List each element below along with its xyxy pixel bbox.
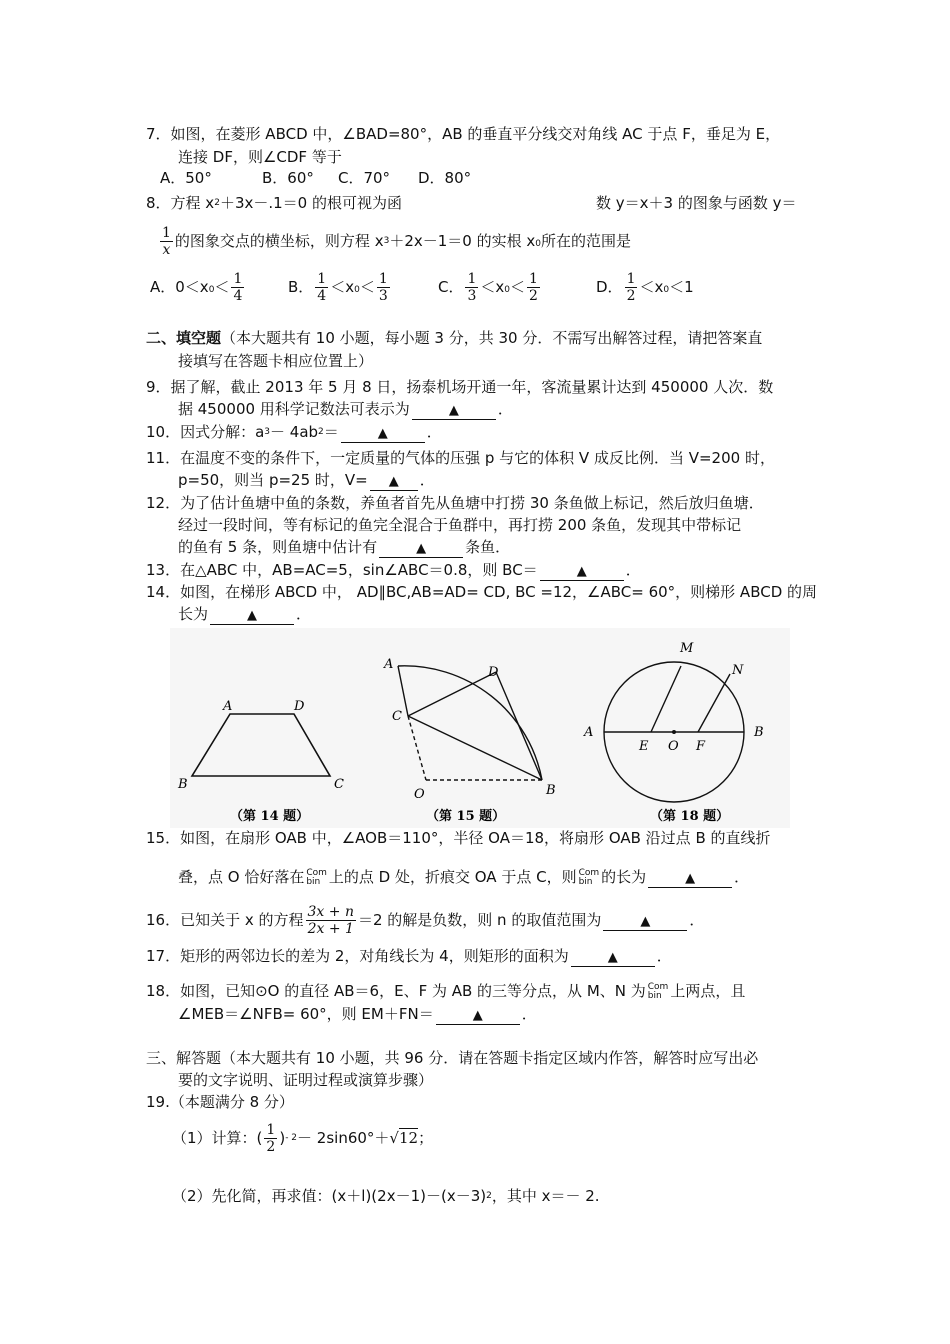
q15-line1: 15．如图，在扇形 OAB 中，∠AOB＝110°，半径 OA＝18，将扇形 OAB 沿过点 B 的直线折 — [146, 829, 771, 847]
answer-blank[interactable]: ▲ — [370, 472, 418, 491]
q9-line2: 据 450000 用科学记数法可表示为 ▲ ． — [178, 400, 513, 418]
q8-line1-right: 数 y＝x＋3 的图象与函数 y＝ — [596, 194, 797, 212]
fig14-label-b: B — [178, 777, 188, 792]
q8-line2: $\frac{1}{x}$ 的图象交点的横坐标，则方程 $x^3+2x-1=0$ 的实根 x0所在的范围是 — [162, 225, 631, 258]
answer-blank[interactable]: ▲ — [603, 912, 687, 931]
q8-option-c: C． $\frac{1}{3}$ ＜x0＜ $\frac{1}{2}$ — [438, 271, 538, 304]
answer-blank[interactable]: ▲ — [412, 401, 496, 420]
section2-heading: 二、填空题（本大题共有 10 小题，每小题 3 分，共 30 分．不需写出解答过程，请把答案直 — [146, 329, 763, 347]
q8-frac-1-x: $\frac{1}{x}$ — [162, 225, 171, 258]
fig18-label-b: B — [754, 725, 764, 740]
q8-line1: 8．方程 $x^2+3x-.1=0$ 的根可视为函 — [146, 194, 402, 212]
arc-glyph: Com bin — [306, 867, 327, 887]
answer-blank[interactable]: ▲ — [341, 424, 425, 443]
section3-line2: 要的文字说明、证明过程或演算步骤） — [178, 1071, 434, 1089]
q7-option-c: C．70° — [338, 169, 391, 187]
answer-blank[interactable]: ▲ — [648, 869, 732, 888]
arc-glyph: Com bin — [647, 981, 669, 1001]
q12-line2: 经过一段时间，等有标记的鱼完全混合于鱼群中，再打捞 200 条鱼，发现其中带标记 — [178, 516, 742, 534]
q11-line1: 11．在温度不变的条件下，一定质量的气体的压强 p 与它的体积 V 成反比例．当 V=200 时， — [146, 449, 775, 467]
fig14-caption: （第 14 题） — [230, 809, 310, 824]
q10: 10．因式分解：$a^3- 4ab^2=$ ▲ ． — [146, 423, 442, 441]
q16: 16．已知关于 x 的方程 $\frac{3x + n}{2x + 1}$ ＝2 的解是负数，则 n 的取值范围为 ▲ ． — [146, 904, 705, 937]
q14-line2: 长为 ▲ ． — [178, 605, 312, 623]
section3-line1: 三、解答题（本大题共有 10 小题，共 96 分．请在答题卡指定区域内作答，解答时应写出必 — [146, 1049, 759, 1067]
answer-blank[interactable]: ▲ — [571, 948, 655, 967]
q17: 17．矩形的两邻边长的差为 2，对角线长为 4，则矩形的面积为 ▲ ． — [146, 947, 672, 965]
q7-line1: 7．如图，在菱形 ABCD 中，∠BAD=80°，AB 的垂直平分线交对角线 AC 于点 F，垂足为 E， — [146, 125, 781, 143]
fig18-label-f: F — [696, 739, 706, 754]
fig18-label-e: E — [639, 739, 649, 754]
q7-option-a: A．50° — [160, 169, 212, 187]
q18-line2: ∠MEB＝∠NFB= 60°，则 EM＋FN＝ ▲ ． — [178, 1005, 537, 1023]
fig15-label-a: A — [384, 657, 394, 672]
q7-line2: 连接 DF，则∠CDF 等于 — [178, 148, 342, 166]
answer-blank[interactable]: ▲ — [436, 1006, 520, 1025]
fig14-label-a: A — [223, 699, 233, 714]
answer-blank[interactable]: ▲ — [210, 606, 294, 625]
fig15-label-c: C — [392, 709, 402, 724]
q9-line1: 9．据了解，截止 2013 年 5 月 8 日，扬泰机场开通一年，客流量累计达到 450000 人次．数 — [146, 378, 774, 396]
fig18-caption: （第 18 题） — [650, 809, 730, 824]
answer-blank[interactable]: ▲ — [540, 562, 624, 581]
q12-line3: 的鱼有 5 条，则鱼塘中估计有 ▲ 条鱼． — [178, 538, 511, 556]
fig18-center-dot — [672, 730, 676, 734]
q13: 13．在△ABC 中，AB=AC=5，sin∠ABC＝0.8，则 BC＝ ▲ ． — [146, 561, 641, 579]
q8-option-b: B． $\frac{1}{4}$ ＜x0＜ $\frac{1}{3}$ — [288, 271, 388, 304]
fig14-label-d: D — [294, 699, 305, 714]
figures-panel — [170, 628, 790, 828]
q7-option-b: B．60° — [262, 169, 314, 187]
arc-glyph: Com bin — [578, 867, 600, 887]
q8-option-d: D． $\frac{1}{2}$ ＜x0＜1 — [596, 271, 694, 304]
q19-part1: （1）计算：( $\frac{1}{2}$ )$^{- 2}$－ 2sin60°＋√12； — [172, 1122, 434, 1155]
fig15-label-d: D — [488, 665, 499, 680]
fig18-label-o: O — [668, 739, 679, 754]
q18-line1: 18．如图，已知⊙O 的直径 AB＝6，E、F 为 AB 的三等分点，从 M、N 为 Com bin 上两点，且 — [146, 981, 746, 1001]
q16-fraction: $\frac{3x + n}{2x + 1}$ — [307, 904, 354, 937]
sqrt-symbol: √12 — [389, 1129, 419, 1147]
section2-desc: 接填写在答题卡相应位置上） — [178, 352, 374, 370]
fig15-label-o: O — [414, 787, 425, 802]
fig18-label-a: A — [584, 725, 594, 740]
fig15-caption: （第 15 题） — [426, 809, 506, 824]
q19-part2: （2）先化简，再求值：$(x+l)(2x-1)-(x-3)^2$，其中 x＝－ 2. — [172, 1187, 600, 1205]
q12-line1: 12．为了估计鱼塘中鱼的条数，养鱼者首先从鱼塘中打捞 30 条鱼做上标记，然后放归鱼塘． — [146, 494, 764, 512]
fig14-label-c: C — [334, 777, 344, 792]
answer-blank[interactable]: ▲ — [379, 539, 463, 558]
fig18-label-n: N — [732, 663, 744, 678]
q14-line1: 14．如图，在梯形 ABCD 中， AD∥BC,AB=AD= CD, BC =12，∠ABC= 60°，则梯形 ABCD 的周 — [146, 583, 818, 601]
fig15-label-b: B — [546, 783, 556, 798]
q11-line2: p=50，则当 p=25 时，V= ▲ ． — [178, 471, 435, 489]
q7-option-d: D．80° — [418, 169, 472, 187]
q15-line2: 叠，点 O 恰好落在 Com bin 上的点 D 处，折痕交 OA 于点 C，则 Com bin 的长为 ▲ ． — [178, 867, 750, 887]
q19-heading: 19.（本题满分 8 分） — [146, 1093, 294, 1111]
q8-option-a: A．0＜x0＜ $\frac{1}{4}$ — [150, 271, 243, 304]
fig18-label-m: M — [680, 641, 694, 656]
